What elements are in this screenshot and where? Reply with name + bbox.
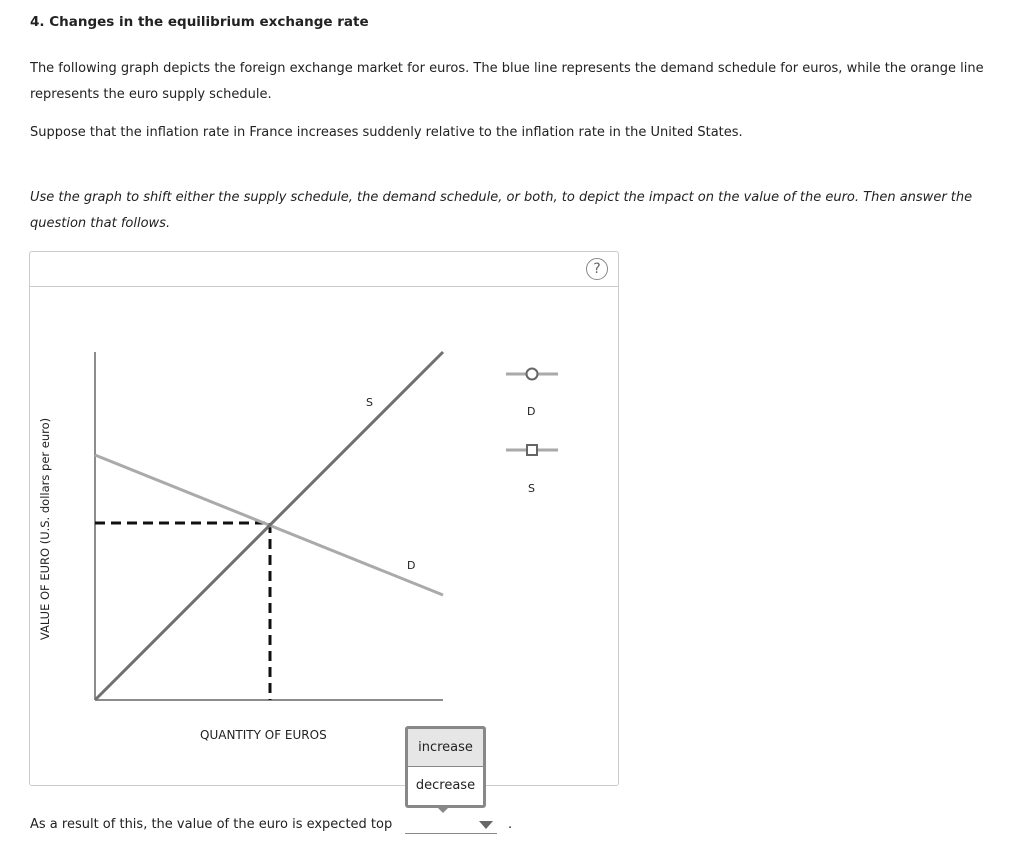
- scenario-text: Suppose that the inflation rate in France increases suddenly relative to the inflation rate in the United States.: [30, 125, 743, 140]
- supply-label: S: [366, 396, 373, 409]
- supply-tool-handle[interactable]: [527, 445, 537, 455]
- option-decrease[interactable]: decrease: [415, 778, 476, 793]
- intro-text: The following graph depicts the foreign exchange market for euros. The blue line represents the demand schedule for euros, while the orange line represents the euro supply schedule.: [30, 61, 984, 102]
- supply-tool-label: S: [528, 482, 535, 495]
- answer-dropdown[interactable]: [405, 816, 497, 834]
- demand-label: D: [407, 559, 416, 572]
- question-title: 4. Changes in the equilibrium exchange rate: [30, 14, 369, 30]
- chevron-down-icon: [479, 821, 493, 829]
- dropdown-menu: [405, 726, 486, 808]
- dropdown-pointer: [435, 805, 451, 813]
- demand-tool-label: D: [527, 405, 536, 418]
- help-icon[interactable]: ?: [586, 258, 608, 280]
- question-end: .: [508, 817, 513, 832]
- demand-tool-handle[interactable]: [527, 369, 538, 380]
- x-axis-label: QUANTITY OF EUROS: [200, 728, 327, 742]
- instruction-text: Use the graph to shift either the supply schedule, the demand schedule, or both, to depict the impact on the value of the euro. Then answer the question that follows.: [30, 190, 973, 231]
- y-axis-label: VALUE OF EURO (U.S. dollars per euro): [38, 417, 52, 641]
- supply-curve[interactable]: [95, 352, 443, 700]
- option-increase[interactable]: increase: [408, 729, 483, 767]
- question-text: As a result of this, the value of the euro is expected top: [30, 817, 393, 832]
